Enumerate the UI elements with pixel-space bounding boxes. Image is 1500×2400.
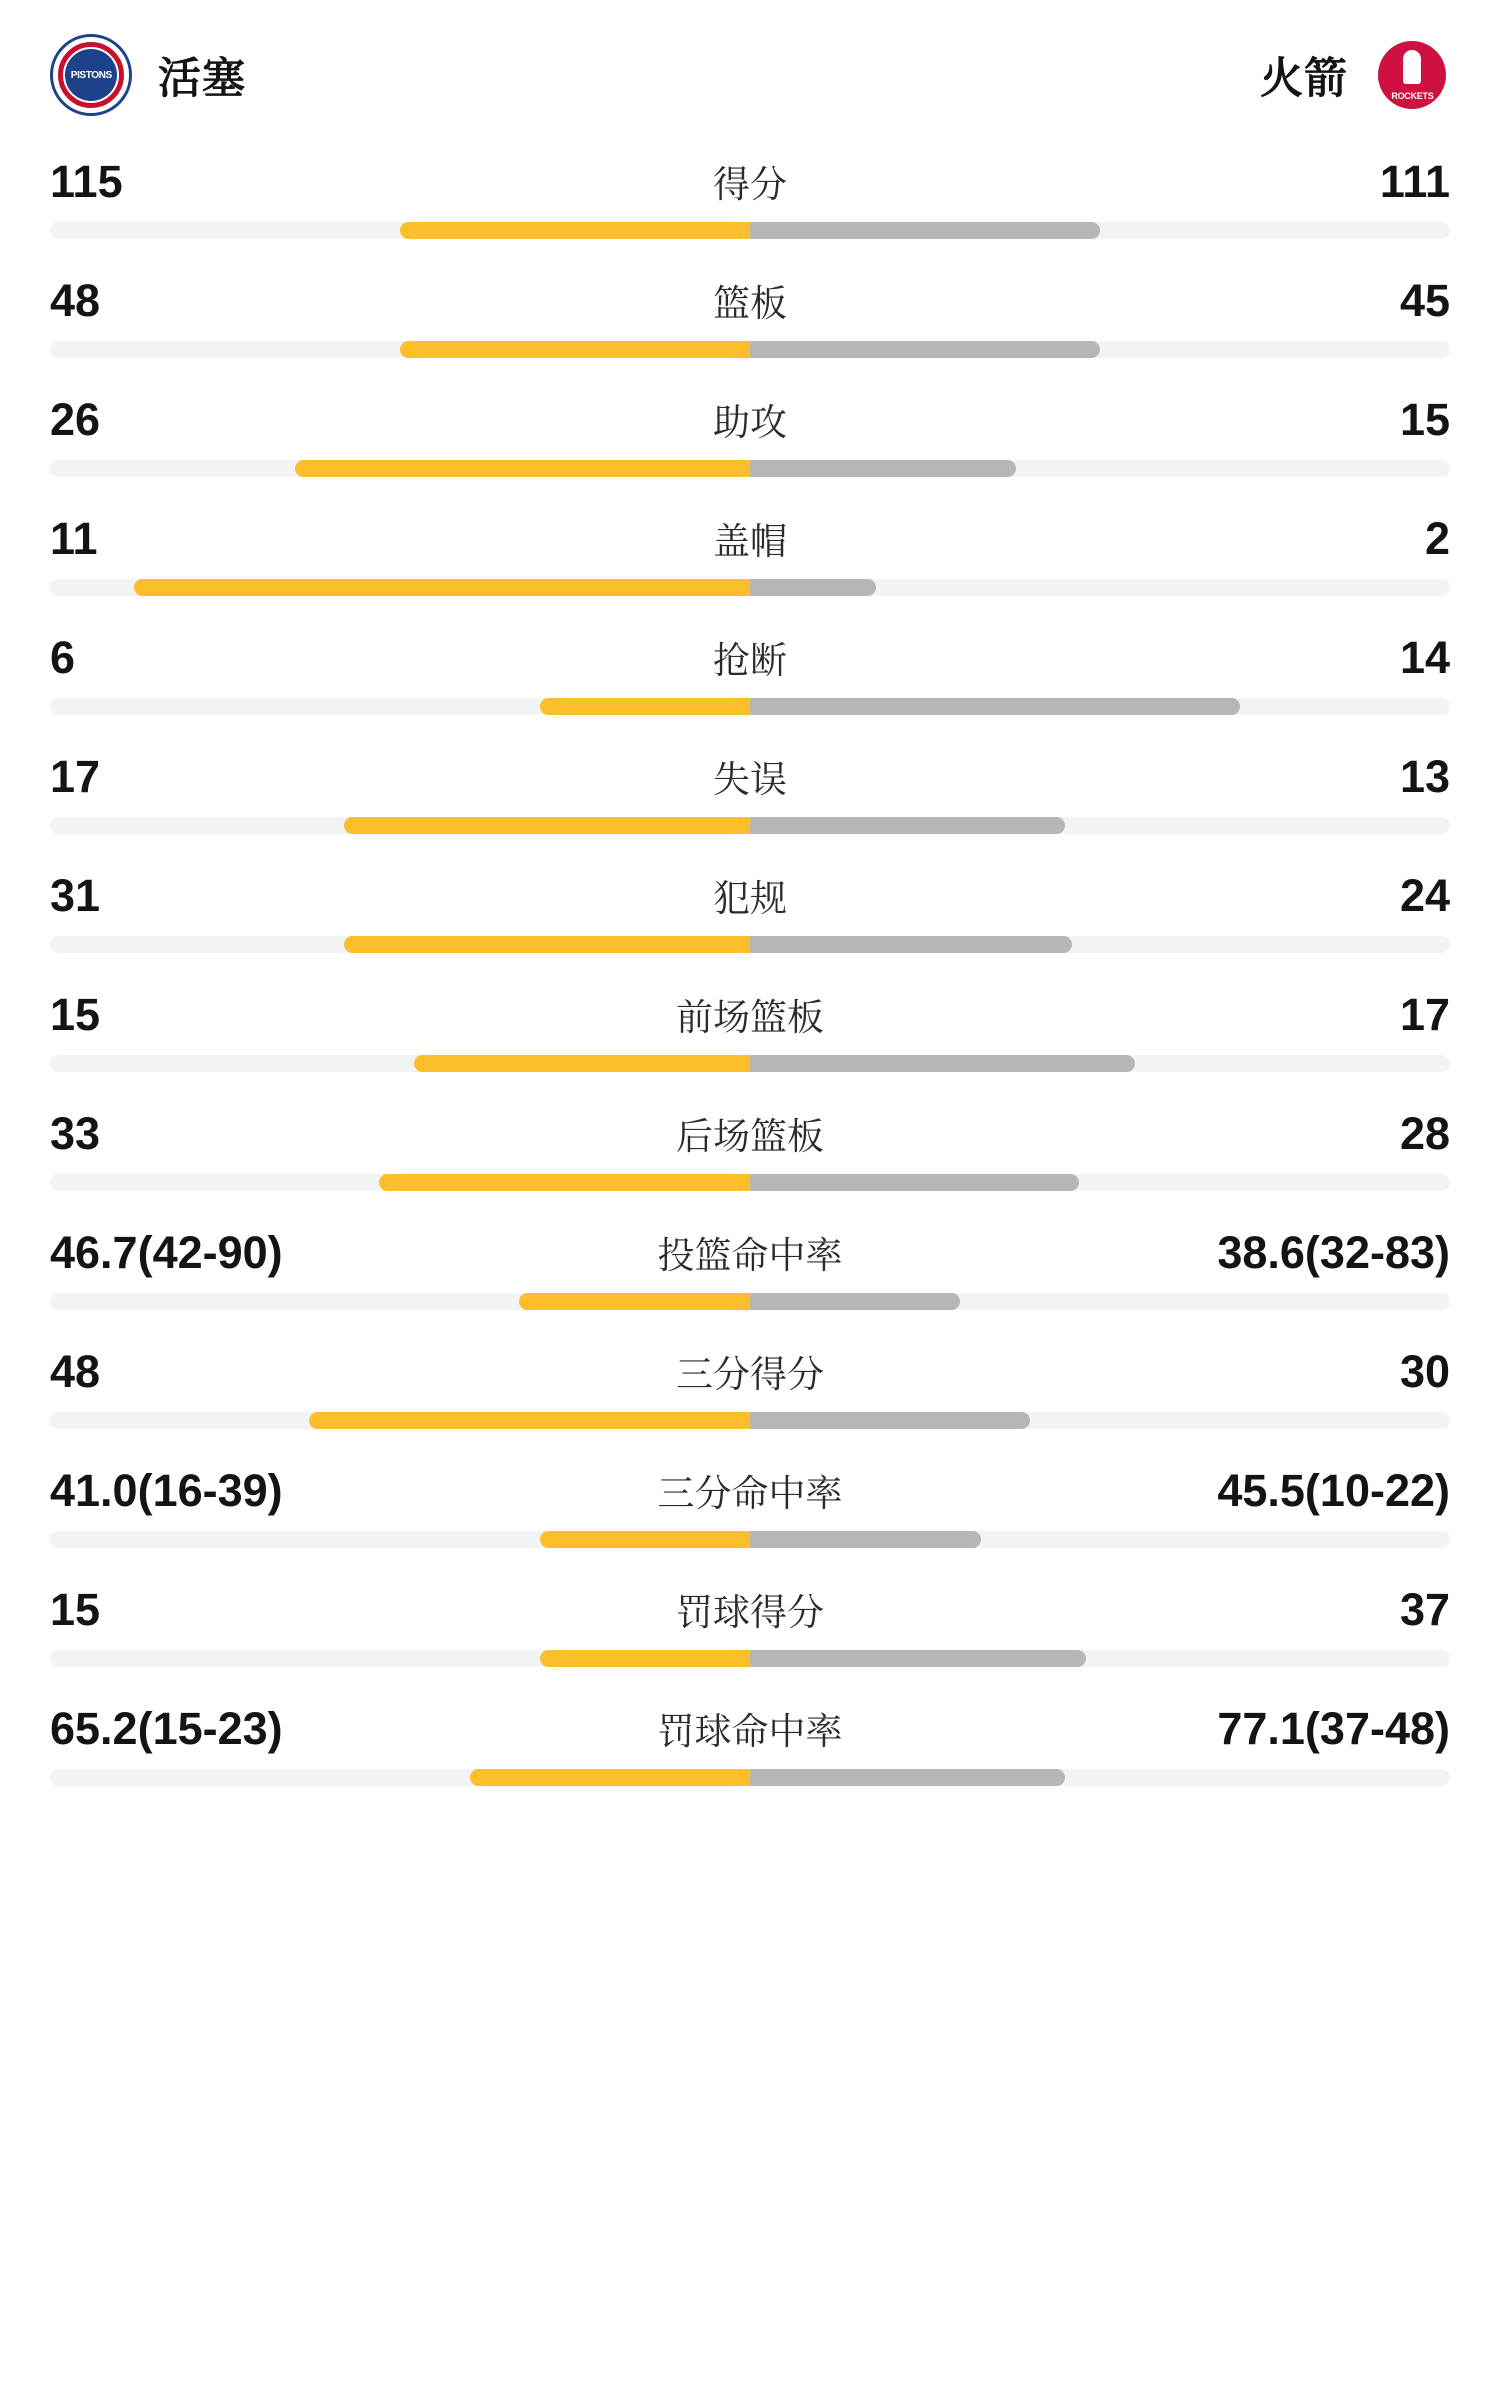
home-bar-track <box>50 936 750 953</box>
matchup-header <box>45 0 1455 150</box>
home-bar-fill <box>414 1055 750 1072</box>
away-bar-fill <box>750 1769 1065 1786</box>
home-team-name: 活塞 <box>158 54 246 103</box>
away-bar-track <box>750 1174 1450 1191</box>
stat-bar <box>50 222 1450 239</box>
home-stat-value: 46.7(42-90) <box>50 1227 283 1278</box>
stat-bar <box>50 341 1450 358</box>
stat-row <box>45 392 1455 477</box>
away-stat-value: 111 <box>1379 156 1450 207</box>
away-bar-track <box>750 1293 1450 1310</box>
stat-row <box>45 749 1455 834</box>
away-stat-value: 24 <box>1399 870 1450 921</box>
away-bar-fill <box>750 1531 981 1548</box>
away-bar-track <box>750 1055 1450 1072</box>
away-team-name: 火箭 <box>1260 54 1348 103</box>
stat-bar <box>50 698 1450 715</box>
away-stat-value: 37 <box>1399 1584 1450 1635</box>
stat-row <box>45 1344 1455 1429</box>
away-bar-track <box>750 1412 1450 1429</box>
away-bar-track <box>750 698 1450 715</box>
away-bar-fill <box>750 222 1100 239</box>
away-stat-value: 45 <box>1399 275 1450 326</box>
stat-label: 罚球得分 <box>676 1592 824 1633</box>
stat-bar <box>50 1174 1450 1191</box>
away-bar-track <box>750 222 1450 239</box>
home-bar-fill <box>540 1650 750 1667</box>
stat-bar <box>50 1293 1450 1310</box>
stat-bar <box>50 1650 1450 1667</box>
stat-label: 前场篮板 <box>676 997 824 1038</box>
away-stat-value: 30 <box>1399 1346 1450 1397</box>
stat-label: 得分 <box>713 164 787 205</box>
stat-label: 三分命中率 <box>657 1473 843 1514</box>
home-bar-fill <box>400 222 750 239</box>
away-bar-fill <box>750 579 876 596</box>
stat-label: 投篮命中率 <box>657 1235 843 1276</box>
stat-row-values <box>50 1701 1450 1755</box>
away-bar-fill <box>750 936 1072 953</box>
home-stat-value: 6 <box>50 632 76 683</box>
stat-row-values <box>50 749 1450 803</box>
home-stat-value: 48 <box>50 1346 101 1397</box>
stat-bar <box>50 460 1450 477</box>
pistons-logo <box>50 34 132 116</box>
away-bar-track <box>750 341 1450 358</box>
stat-label: 三分得分 <box>676 1354 824 1395</box>
stat-row-values <box>50 868 1450 922</box>
away-bar-fill <box>750 817 1065 834</box>
away-bar-track <box>750 579 1450 596</box>
stat-row-values <box>50 1463 1450 1517</box>
home-stat-value: 31 <box>50 870 101 921</box>
stat-label: 罚球命中率 <box>657 1711 843 1752</box>
home-stat-value: 41.0(16-39) <box>50 1465 283 1516</box>
stat-row <box>45 273 1455 358</box>
home-stat-value: 115 <box>50 156 123 207</box>
stat-bar <box>50 1531 1450 1548</box>
home-stat-value: 65.2(15-23) <box>50 1703 283 1754</box>
home-bar-track <box>50 1531 750 1548</box>
stat-row <box>45 868 1455 953</box>
stat-row <box>45 1463 1455 1548</box>
rockets-logo-text: ROCKETS <box>1390 91 1434 102</box>
stat-bar <box>50 936 1450 953</box>
home-stat-value: 17 <box>50 751 101 802</box>
away-bar-fill <box>750 1650 1086 1667</box>
stat-bar <box>50 579 1450 596</box>
home-bar-track <box>50 1174 750 1191</box>
stat-label: 篮板 <box>713 283 787 324</box>
away-bar-track <box>750 936 1450 953</box>
away-bar-fill <box>750 1412 1030 1429</box>
home-stat-value: 48 <box>50 275 101 326</box>
stat-label: 盖帽 <box>713 521 787 562</box>
home-bar-fill <box>295 460 750 477</box>
stat-row-values <box>50 511 1450 565</box>
away-team <box>1260 37 1450 113</box>
stat-bar <box>50 1055 1450 1072</box>
home-team <box>50 34 246 116</box>
stat-bar <box>50 1412 1450 1429</box>
home-bar-fill <box>400 341 750 358</box>
stat-row <box>45 1106 1455 1191</box>
stat-row <box>45 630 1455 715</box>
stat-label: 后场篮板 <box>676 1116 824 1157</box>
home-bar-fill <box>344 817 750 834</box>
away-bar-track <box>750 817 1450 834</box>
away-stat-value: 28 <box>1399 1108 1450 1159</box>
home-bar-track <box>50 1769 750 1786</box>
away-stat-value: 15 <box>1399 394 1450 445</box>
away-bar-fill <box>750 460 1016 477</box>
stat-label: 失误 <box>713 759 787 800</box>
stat-row-values <box>50 1344 1450 1398</box>
pistons-logo-text: PISTONS <box>70 69 112 81</box>
stat-row-values <box>50 154 1450 208</box>
stat-row-values <box>50 273 1450 327</box>
stat-row <box>45 1582 1455 1667</box>
home-bar-track <box>50 698 750 715</box>
stat-row-values <box>50 630 1450 684</box>
home-bar-fill <box>309 1412 750 1429</box>
stat-row <box>45 511 1455 596</box>
home-bar-track <box>50 460 750 477</box>
home-bar-fill <box>134 579 750 596</box>
home-bar-fill <box>470 1769 750 1786</box>
away-bar-fill <box>750 1174 1079 1191</box>
rockets-logo <box>1374 37 1450 113</box>
home-bar-track <box>50 1055 750 1072</box>
away-stat-value: 2 <box>1424 513 1450 564</box>
home-stat-value: 15 <box>50 989 101 1040</box>
home-bar-track <box>50 1293 750 1310</box>
away-bar-track <box>750 1769 1450 1786</box>
home-bar-track <box>50 579 750 596</box>
stat-bar <box>50 1769 1450 1786</box>
stat-row <box>45 154 1455 239</box>
stat-label: 抢断 <box>713 640 787 681</box>
home-stat-value: 26 <box>50 394 101 445</box>
away-bar-fill <box>750 698 1240 715</box>
stat-row-values <box>50 1106 1450 1160</box>
stat-row-values <box>50 1582 1450 1636</box>
stat-label: 助攻 <box>713 402 787 443</box>
home-bar-fill <box>540 1531 750 1548</box>
stat-row <box>45 987 1455 1072</box>
away-stat-value: 14 <box>1399 632 1450 683</box>
home-stat-value: 33 <box>50 1108 101 1159</box>
home-bar-track <box>50 817 750 834</box>
home-bar-track <box>50 1650 750 1667</box>
away-bar-track <box>750 1531 1450 1548</box>
stat-row <box>45 1225 1455 1310</box>
home-bar-track <box>50 341 750 358</box>
away-stat-value: 17 <box>1399 989 1450 1040</box>
away-bar-track <box>750 460 1450 477</box>
stat-row-values <box>50 392 1450 446</box>
home-bar-fill <box>519 1293 750 1310</box>
stat-list <box>45 150 1455 1786</box>
home-bar-fill <box>379 1174 750 1191</box>
home-bar-fill <box>344 936 750 953</box>
home-bar-track <box>50 1412 750 1429</box>
away-stat-value: 13 <box>1399 751 1450 802</box>
home-stat-value: 15 <box>50 1584 101 1635</box>
home-bar-fill <box>540 698 750 715</box>
home-stat-value: 11 <box>50 513 98 564</box>
away-bar-fill <box>750 1055 1135 1072</box>
stat-row-values <box>50 987 1450 1041</box>
home-bar-track <box>50 222 750 239</box>
away-bar-track <box>750 1650 1450 1667</box>
away-bar-fill <box>750 1293 960 1310</box>
stat-label: 犯规 <box>713 878 787 919</box>
stat-bar <box>50 817 1450 834</box>
away-stat-value: 45.5(10-22) <box>1217 1465 1450 1516</box>
stat-row-values <box>50 1225 1450 1279</box>
away-stat-value: 77.1(37-48) <box>1217 1703 1450 1754</box>
away-stat-value: 38.6(32-83) <box>1217 1227 1450 1278</box>
stat-row <box>45 1701 1455 1786</box>
away-bar-fill <box>750 341 1100 358</box>
